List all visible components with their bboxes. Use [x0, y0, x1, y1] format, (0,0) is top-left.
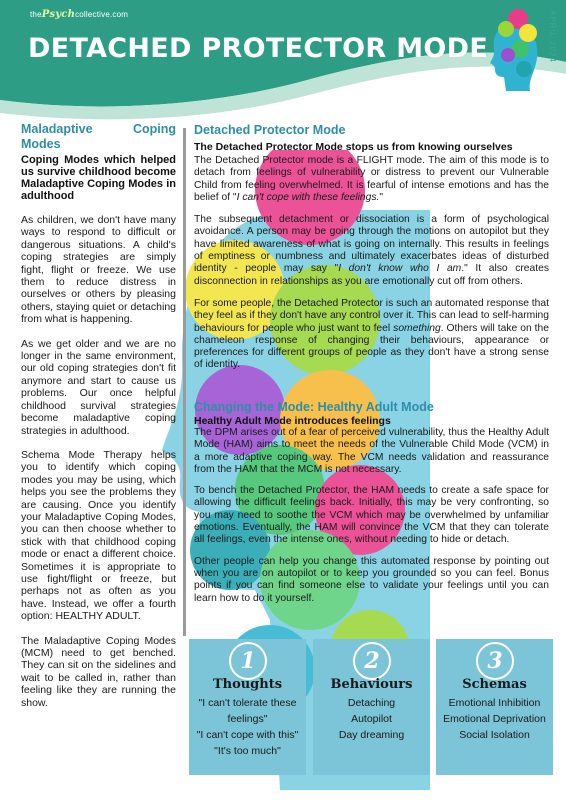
- behaviours-card: [313, 639, 430, 775]
- brand-logo: [30, 9, 128, 20]
- right-paragraph: [194, 214, 549, 288]
- left-paragraph: The Maladaptive Coping Modes (MCM) need to get benched. They can sit on the sidelines and wait to be called in, rather than feeling like they are running the show.: [21, 634, 176, 709]
- left-heading: Maladaptive Coping Modes: [21, 122, 176, 151]
- card-number-badge: 3: [476, 642, 514, 680]
- left-paragraph: Schema Mode Therapy helps you to identify which coping modes you may be using, which helps you see the problems they are causing. Once you identify your Maladaptive Coping Modes, you can then choose whether to stick with that childhood coping mode or enact a different choice. Sometimes it is appropriate to use fight/flight or freeze, but perhaps not as often as you have. Instead, we offer a fourth option: HEALTHY ADULT.: [21, 448, 176, 623]
- quote-text: something: [393, 322, 441, 334]
- card-items: [438, 695, 551, 743]
- quote-text: I don't know who I am: [338, 263, 462, 275]
- card-item: feelings": [227, 713, 268, 725]
- card-item: Emotional Inhibition: [448, 697, 541, 709]
- brand-prefix: the: [30, 10, 42, 19]
- section-paragraph: The DPM arises out of a fear of perceived vulnerability, thus the Healthy Adult Mode (HAM) aims to meet the needs of the Vulnerable Child Mode (VCM) in a more adaptive coping way. The VCM needs validation and reassurance from the HAM that the MCM is not necessary.: [194, 427, 549, 475]
- card-item: "I can't tolerate these: [198, 697, 297, 709]
- page-title: DETACHED PROTECTOR MODE: [28, 33, 489, 64]
- card-item: Social Isolation: [459, 729, 530, 741]
- right-column: [194, 122, 549, 372]
- card-item: "I can't cope with this": [196, 729, 299, 741]
- text-run: ": [379, 191, 384, 203]
- right-paragraph: [194, 155, 549, 204]
- card-title: Thoughts: [212, 677, 283, 692]
- text-run: The subsequent detachment or dissociation is a form of psychological avoidance. A person may be going through the motions on autopilot but they have limited awareness of what is going on internally. This results in feelings of emptiness or numbness and ultimately exacerbates ideas of disturbed identity - people may say ": [194, 214, 549, 275]
- healthy-adult-section: [194, 400, 549, 605]
- schemas-card: [436, 639, 553, 775]
- left-subheading: Coping Modes which helped us survive childhood become Maladaptive Coping Modes in adulthood: [21, 154, 176, 202]
- card-item: Detaching: [347, 697, 396, 709]
- card-items: [191, 695, 304, 759]
- card-item: Day dreaming: [338, 729, 405, 741]
- card-title: Behaviours: [330, 677, 413, 692]
- card-item: Emotional Deprivation: [443, 713, 546, 725]
- card-item: Autopilot: [351, 713, 392, 725]
- right-paragraph: [194, 298, 549, 372]
- issue-date: APRIL 2024: [548, 10, 557, 63]
- quote-text: I can't cope with these feelings.: [236, 191, 380, 203]
- card-item: "It's too much": [214, 745, 281, 757]
- brand-suffix: collective.com: [75, 10, 129, 19]
- card-number-badge: 2: [353, 642, 391, 680]
- head-logo-icon: [484, 5, 544, 95]
- left-column: [21, 122, 176, 709]
- text-run: ." It also creates disconnection in relationships as you are emotionally cut off from others.: [194, 263, 549, 287]
- brand-script: Psych: [41, 9, 76, 20]
- left-paragraph: As we get older and we are no longer in the same environment, our old coping strategies don't fit anymore and start to cause us problems. Our once helpful childhood survival strategies become maladaptive coping strategies in adulthood.: [21, 337, 176, 437]
- text-run: . Others will take on the chameleon response of changing their behaviours, appearance or preferences for different groups of people as they don't have a strong sense of identity.: [194, 322, 549, 371]
- section-paragraph: Other people can help you change this automated response by pointing out when you are on autopilot or to keep you grounded so you can feel. Bonus points if you can find someone else to validate your feelings until you can learn how to do it yourself.: [194, 555, 549, 604]
- section-heading: Changing the Mode: Healthy Adult Mode: [194, 400, 434, 414]
- card-number-badge: 1: [229, 642, 267, 680]
- right-heading: Detached Protector Mode: [194, 123, 346, 137]
- left-paragraph: As children, we don't have many ways to respond to difficult or dangerous situations. A child's coping strategies are simply fight, flight or freeze. We use them to reduce distress in ourselves or others by pleasing others, staying quiet or detaching from what is happening.: [21, 214, 176, 326]
- column-divider: [183, 128, 186, 636]
- text-run: The Detached Protector mode is a FLIGHT mode. The aim of this mode is to detach from feelings of vulnerability or distress to prevent our Vulnerable Child from feeling overwhelmed. It is fearful of intense emotions and has the belief of ": [194, 155, 549, 203]
- text-run: For some people, the Detached Protector is such an automated response that they feel as if they don't have any control over it. This can lead to self-harming behaviours for people who just want to feel: [194, 297, 549, 334]
- thoughts-card: [189, 639, 306, 775]
- card-items: [315, 695, 428, 743]
- card-title: Schemas: [462, 677, 527, 692]
- right-subheading: The Detached Protector Mode stops us from knowing ourselves: [194, 141, 513, 153]
- section-subheading: Healthy Adult Mode introduces feelings: [194, 415, 391, 427]
- summary-cards: [189, 639, 553, 775]
- section-paragraph: To bench the Detached Protector, the HAM needs to create a safe space for allowing the difficult feelings back. Initially, this may be very confronting, so you may need to soothe the VCM which may be overwhelmed by unfamiliar emotions. Eventually, the HAM will convince the VCM that they can tolerate all feelings, even the intense ones, without needing to hide or detach.: [194, 485, 549, 546]
